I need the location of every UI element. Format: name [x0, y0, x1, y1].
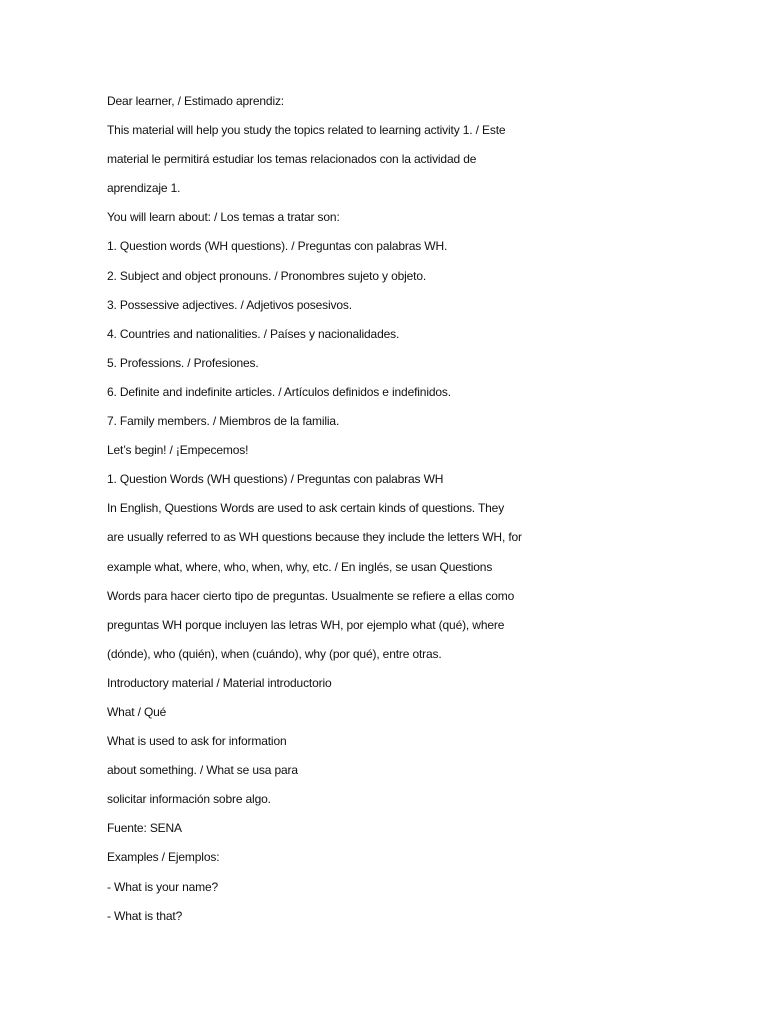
topic-item-7: 7. Family members. / Miembros de la familia.	[107, 414, 340, 429]
topic-item-1: 1. Question words (WH questions). / Preguntas con palabras WH.	[107, 239, 448, 254]
topic-item-6: 6. Definite and indefinite articles. / Artículos definidos e indefinidos.	[107, 384, 451, 399]
document-body	[107, 87, 707, 931]
paragraph-line-4: Words para hacer cierto tipo de preguntas. Usualmente se refiere a ellas como	[107, 588, 515, 603]
paragraph-line-5: preguntas WH porque incluyen las letras WH, por ejemplo what (qué), where	[107, 617, 505, 632]
example-item-1: - What is your name?	[107, 879, 219, 894]
example-item-2: - What is that?	[107, 908, 183, 923]
topic-item-5: 5. Professions. / Profesiones.	[107, 355, 259, 370]
intro-material-heading: Introductory material / Material introductorio	[107, 675, 332, 690]
greeting-line: Dear learner, / Estimado aprendiz:	[107, 94, 284, 108]
paragraph-line-2: are usually referred to as WH questions because they include the letters WH, for	[107, 530, 522, 545]
intro-line-2: material le permitirá estudiar los temas relacionados con la actividad de	[107, 152, 477, 167]
begin-line: Let’s begin! / ¡Empecemos!	[107, 443, 249, 458]
paragraph-line-3: example what, where, who, when, why, etc. / En inglés, se usan Questions	[107, 559, 493, 574]
what-desc-line-3: solicitar información sobre algo.	[107, 792, 271, 807]
topic-item-2: 2. Subject and object pronouns. / Pronombres sujeto y objeto.	[107, 268, 427, 283]
intro-line-3: aprendizaje 1.	[107, 181, 181, 196]
what-desc-line-2: about something. / What se usa para	[107, 763, 298, 778]
paragraph-line-6: (dónde), who (quién), when (cuándo), why (por qué), entre otras.	[107, 646, 442, 661]
topics-heading: You will learn about: / Los temas a tratar son:	[107, 210, 340, 225]
source-line: Fuente: SENA	[107, 821, 182, 836]
topic-item-3: 3. Possessive adjectives. / Adjetivos posesivos.	[107, 297, 352, 312]
intro-line-1: This material will help you study the topics related to learning activity 1. / Este	[107, 123, 506, 138]
examples-heading: Examples / Ejemplos:	[107, 850, 220, 865]
section-heading: 1. Question Words (WH questions) / Preguntas con palabras WH	[107, 472, 444, 487]
paragraph-line-1: In English, Questions Words are used to ask certain kinds of questions. They	[107, 501, 505, 516]
what-heading: What / Qué	[107, 704, 167, 719]
what-desc-line-1: What is used to ask for information	[107, 734, 287, 749]
topic-item-4: 4. Countries and nationalities. / Países y nacionalidades.	[107, 326, 400, 341]
